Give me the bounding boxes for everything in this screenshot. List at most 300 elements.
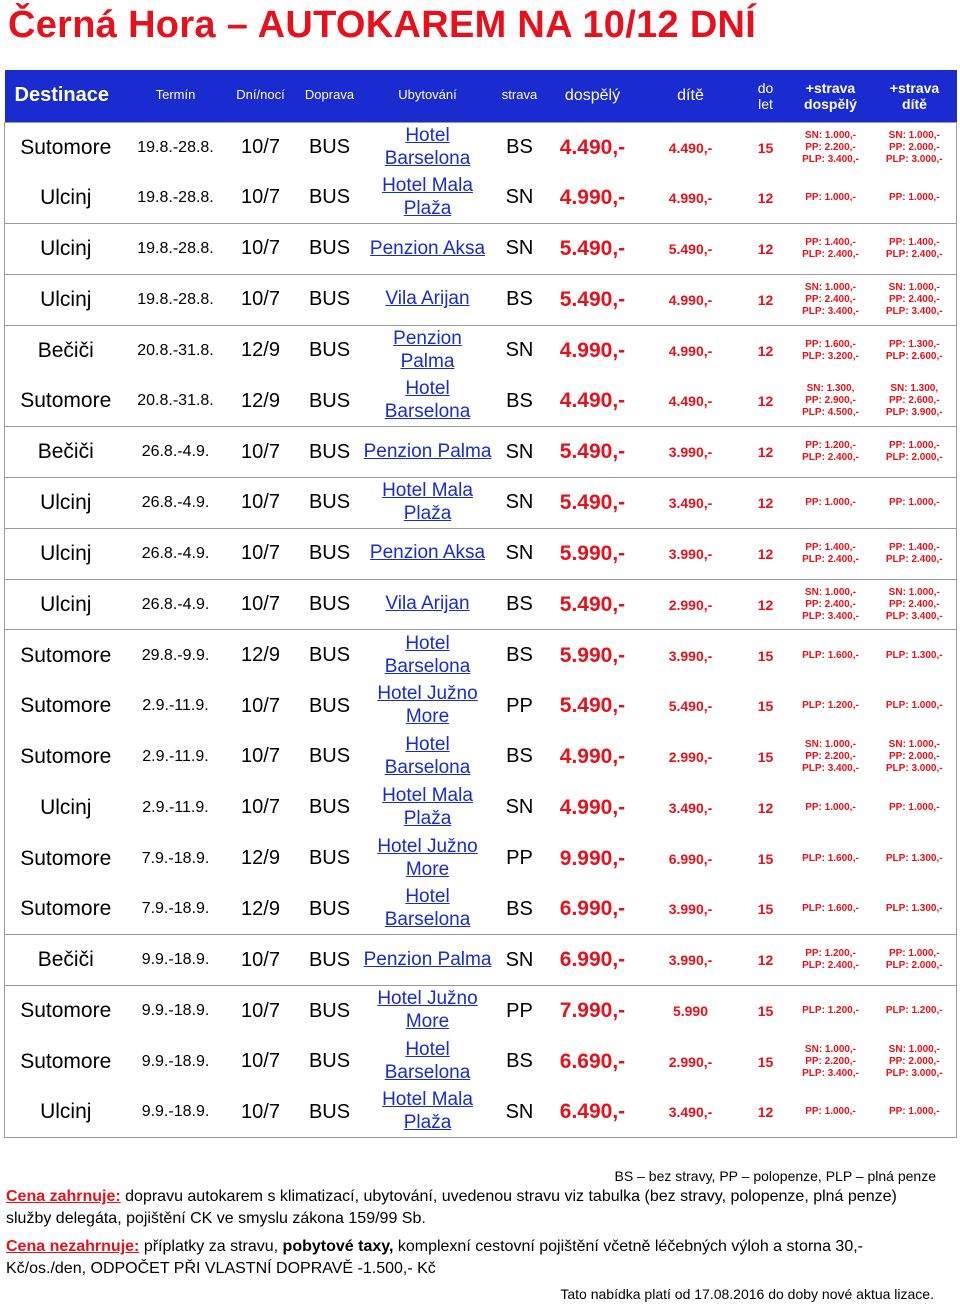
term-cell: 9.9.-18.9. bbox=[141, 1052, 210, 1070]
board-cell: BS bbox=[506, 745, 533, 768]
surcharge-line: PP: 2.400,- bbox=[805, 598, 856, 610]
surcharge-line: SN: 1.000,- bbox=[804, 1043, 857, 1055]
surcharge-line: PP: 1.400,- bbox=[805, 541, 856, 553]
board-surcharge-child-cell bbox=[873, 325, 957, 376]
note-excluded bbox=[6, 1236, 940, 1280]
surcharge-line: PP: 1.000,- bbox=[805, 801, 856, 813]
days-nights-cell: 10/7 bbox=[225, 986, 297, 1037]
transport-cell: BUS bbox=[308, 1050, 351, 1073]
accommodation-line: Palma bbox=[400, 350, 455, 372]
surcharge-line: PLP: 3.000,- bbox=[885, 762, 943, 774]
surcharge-line: PLP: 3.400,- bbox=[802, 305, 859, 317]
board-cell: SN bbox=[493, 224, 547, 275]
price-table bbox=[4, 70, 957, 1138]
note-excluded-label: Cena nezahrnuje: bbox=[6, 1238, 140, 1255]
price-adult-cell: 5.490,- bbox=[547, 579, 639, 630]
surcharge-line: PP: 1.000,- bbox=[805, 496, 856, 508]
transport-cell: BUS bbox=[297, 224, 363, 275]
accommodation-line: Barselona bbox=[384, 1061, 471, 1083]
surcharge-line: SN: 1.000,- bbox=[804, 738, 857, 750]
table-row bbox=[5, 884, 957, 935]
days-nights-cell: 10/7 bbox=[225, 935, 297, 986]
price-child-cell: 2.990,- bbox=[639, 579, 743, 630]
transport-cell: BUS bbox=[297, 935, 363, 986]
table-row bbox=[5, 325, 957, 376]
surcharge-line: SN: 1.000,- bbox=[888, 586, 940, 598]
accommodation-line: Barselona bbox=[384, 401, 471, 423]
accommodation-line: Plaža bbox=[403, 807, 452, 829]
term-cell: 19.8.-28.8. bbox=[127, 122, 225, 173]
surcharge-line: PLP: 3.000,- bbox=[885, 1067, 943, 1079]
accommodation-link[interactable] bbox=[363, 1036, 493, 1087]
price-adult-cell: 4.990,- bbox=[559, 185, 626, 209]
term-cell: 19.8.-28.8. bbox=[127, 274, 225, 325]
price-child-cell: 3.990,- bbox=[639, 427, 743, 478]
child-age-cell: 15 bbox=[757, 850, 774, 867]
accommodation-line: Hotel bbox=[405, 124, 450, 146]
price-child-cell: 3.490,- bbox=[639, 478, 743, 529]
term-cell: 20.8.-31.8. bbox=[127, 325, 225, 376]
price-child-cell: 2.990,- bbox=[668, 1053, 713, 1070]
destination-cell: Sutomore bbox=[5, 884, 127, 935]
price-adult-cell: 4.490,- bbox=[559, 389, 626, 413]
transport-cell: BUS bbox=[297, 528, 363, 579]
header-strava: strava bbox=[493, 70, 547, 122]
child-age-cell: 12 bbox=[743, 528, 789, 579]
child-age-cell: 15 bbox=[757, 748, 774, 765]
board-cell: SN bbox=[505, 186, 534, 209]
board-surcharge-adult-cell bbox=[789, 782, 873, 833]
price-child-cell: 5.990 bbox=[639, 986, 743, 1037]
term-cell: 7.9.-18.9. bbox=[141, 900, 210, 918]
price-adult-cell: 5.490,- bbox=[547, 427, 639, 478]
accommodation-link[interactable] bbox=[363, 732, 493, 783]
price-adult-cell: 4.990,- bbox=[559, 744, 626, 768]
transport-cell: BUS bbox=[297, 478, 363, 529]
destination-cell: Sutomore bbox=[5, 376, 127, 427]
surcharge-line: PP: 1.000,- bbox=[888, 191, 940, 203]
surcharge-line: PP: 2.400,- bbox=[888, 293, 940, 305]
board-surcharge-child-cell bbox=[873, 224, 957, 275]
surcharge-line: PLP: 3.000,- bbox=[885, 153, 943, 165]
days-nights-cell: 10/7 bbox=[225, 224, 297, 275]
price-adult-cell: 5.490,- bbox=[547, 478, 639, 529]
accommodation-link[interactable] bbox=[363, 122, 493, 173]
accommodation-link[interactable] bbox=[363, 579, 493, 630]
destination-cell: Sutomore bbox=[5, 1036, 127, 1087]
transport-cell: BUS bbox=[297, 274, 363, 325]
term-cell: 19.8.-28.8. bbox=[127, 224, 225, 275]
days-nights-cell: 10/7 bbox=[241, 186, 280, 209]
board-surcharge-child-cell bbox=[873, 579, 957, 630]
board-surcharge-child-cell bbox=[873, 630, 957, 681]
accommodation-line: Hotel bbox=[405, 632, 450, 654]
price-child-cell: 3.490,- bbox=[639, 1087, 743, 1138]
surcharge-line: PLP: 2.000,- bbox=[885, 960, 943, 972]
surcharge-line: PLP: 3.400,- bbox=[802, 153, 859, 165]
destination-cell: Sutomore bbox=[5, 732, 127, 783]
price-adult-cell: 7.990,- bbox=[547, 986, 639, 1037]
surcharge-line: PLP: 2.400,- bbox=[885, 553, 943, 565]
destination-cell: Ulcinj bbox=[5, 579, 127, 630]
table-body bbox=[5, 122, 957, 1138]
table-row bbox=[5, 122, 957, 173]
price-adult-cell: 4.990,- bbox=[559, 795, 626, 819]
board-cell: SN bbox=[493, 427, 547, 478]
child-age-cell: 12 bbox=[743, 935, 789, 986]
header-do-let-line: do bbox=[757, 79, 774, 96]
accommodation-line: Plaža bbox=[403, 197, 452, 219]
board-surcharge-adult-cell bbox=[789, 274, 873, 325]
board-cell: BS bbox=[493, 122, 547, 173]
child-age-cell: 12 bbox=[743, 478, 789, 529]
price-child-cell: 3.490,- bbox=[668, 799, 713, 816]
board-cell: PP bbox=[506, 847, 533, 870]
accommodation-link[interactable] bbox=[363, 782, 493, 833]
accommodation-line: Hotel bbox=[405, 1038, 450, 1060]
accommodation-line: Hotel Južno bbox=[377, 835, 478, 857]
surcharge-line: PP: 2.200,- bbox=[805, 141, 856, 153]
days-nights-cell: 12/9 bbox=[241, 389, 280, 412]
surcharge-line: PLP: 1.600,- bbox=[802, 903, 859, 915]
surcharge-line: SN: 1.300, bbox=[806, 383, 855, 395]
accommodation-line: Barselona bbox=[384, 655, 471, 677]
child-age-cell: 15 bbox=[743, 630, 789, 681]
board-surcharge-adult-cell bbox=[789, 427, 873, 478]
header-strava-dospely-line: +strava bbox=[805, 79, 856, 96]
days-nights-cell: 10/7 bbox=[241, 1050, 280, 1073]
price-adult-cell: 4.990,- bbox=[547, 325, 639, 376]
header-destinace: Destinace bbox=[5, 70, 127, 122]
accommodation-line: Penzion Aksa bbox=[369, 542, 486, 564]
board-surcharge-adult-cell bbox=[789, 528, 873, 579]
child-age-cell: 12 bbox=[743, 427, 789, 478]
accommodation-line: Hotel bbox=[405, 378, 450, 400]
board-surcharge-child-cell bbox=[873, 1036, 957, 1087]
destination-cell: Ulcinj bbox=[5, 173, 127, 224]
term-cell: 26.8.-4.9. bbox=[127, 579, 225, 630]
legend: BS – bez stravy, PP – polopenze, PLP – plná penze bbox=[614, 1168, 936, 1184]
transport-cell: BUS bbox=[308, 694, 351, 717]
surcharge-line: PP: 1.000,- bbox=[888, 440, 940, 452]
note-excluded-text: příplatky za stravu, bbox=[143, 1238, 279, 1255]
surcharge-line: SN: 1.000,- bbox=[888, 738, 940, 750]
surcharge-line: PLP: 1.300,- bbox=[885, 903, 943, 915]
price-child-cell: 6.990,- bbox=[668, 850, 713, 867]
table-row bbox=[5, 427, 957, 478]
destination-cell: Ulcinj bbox=[5, 528, 127, 579]
surcharge-line: PP: 1.400,- bbox=[888, 541, 940, 553]
board-cell: BS bbox=[493, 274, 547, 325]
table-row bbox=[5, 1087, 957, 1138]
price-child-cell: 2.990,- bbox=[668, 748, 713, 765]
board-surcharge-child-cell bbox=[873, 122, 957, 173]
price-adult-cell: 6.690,- bbox=[559, 1049, 626, 1073]
header-dospely: dospělý bbox=[547, 70, 639, 122]
board-surcharge-adult-cell bbox=[789, 478, 873, 529]
board-surcharge-adult-cell bbox=[789, 579, 873, 630]
accommodation-line: Barselona bbox=[384, 756, 471, 778]
price-adult-cell: 5.490,- bbox=[547, 274, 639, 325]
price-adult-cell: 5.490,- bbox=[559, 694, 626, 718]
price-adult-cell: 4.490,- bbox=[547, 122, 639, 173]
board-surcharge-child-cell bbox=[873, 376, 957, 427]
term-cell: 9.9.-18.9. bbox=[127, 935, 225, 986]
accommodation-line: More bbox=[405, 706, 450, 728]
destination-cell: Sutomore bbox=[5, 122, 127, 173]
surcharge-line: PP: 2.400,- bbox=[805, 293, 856, 305]
price-child-cell: 3.990,- bbox=[639, 630, 743, 681]
surcharge-line: PLP: 2.600,- bbox=[885, 350, 943, 362]
board-cell: SN bbox=[493, 528, 547, 579]
accommodation-line: Penzion Aksa bbox=[369, 237, 486, 259]
surcharge-line: PLP: 3.900,- bbox=[885, 407, 943, 419]
accommodation-link[interactable] bbox=[363, 986, 493, 1037]
surcharge-line: PP: 1.000,- bbox=[805, 1106, 856, 1118]
child-age-cell: 12 bbox=[743, 325, 789, 376]
price-child-cell: 4.490,- bbox=[639, 122, 743, 173]
transport-cell: BUS bbox=[308, 897, 351, 920]
board-surcharge-adult-cell bbox=[789, 1036, 873, 1087]
child-age-cell: 12 bbox=[757, 393, 774, 410]
table-row bbox=[5, 935, 957, 986]
accommodation-line: Vila Arijan bbox=[385, 593, 470, 615]
surcharge-line: PP: 1.000,- bbox=[888, 496, 940, 508]
header-strava-dite bbox=[873, 70, 957, 122]
board-surcharge-child-cell bbox=[873, 884, 957, 935]
table-row bbox=[5, 579, 957, 630]
board-cell: SN bbox=[493, 325, 547, 376]
days-nights-cell: 12/9 bbox=[225, 630, 297, 681]
price-child-cell: 3.990,- bbox=[639, 528, 743, 579]
days-nights-cell: 10/7 bbox=[241, 745, 280, 768]
surcharge-line: PP: 1.000,- bbox=[888, 1106, 940, 1118]
surcharge-line: PLP: 1.000,- bbox=[885, 700, 943, 712]
board-cell: BS bbox=[493, 630, 547, 681]
board-surcharge-adult-cell bbox=[789, 630, 873, 681]
days-nights-cell: 10/7 bbox=[225, 427, 297, 478]
accommodation-link[interactable] bbox=[363, 528, 493, 579]
board-surcharge-adult-cell bbox=[789, 732, 873, 783]
table-row bbox=[5, 732, 957, 783]
accommodation-link[interactable] bbox=[363, 173, 493, 224]
term-cell: 2.9.-11.9. bbox=[142, 747, 209, 765]
destination-cell: Bečiči bbox=[5, 427, 127, 478]
header-strava-dite-line: dítě bbox=[902, 95, 927, 112]
child-age-cell: 15 bbox=[743, 986, 789, 1037]
accommodation-line: Hotel Mala bbox=[382, 175, 473, 197]
header-strava-dospely bbox=[789, 70, 873, 122]
days-nights-cell: 10/7 bbox=[225, 579, 297, 630]
child-age-cell: 12 bbox=[743, 579, 789, 630]
term-cell: 19.8.-28.8. bbox=[137, 188, 214, 206]
surcharge-line: PLP: 1.600,- bbox=[802, 649, 859, 661]
transport-cell: BUS bbox=[297, 427, 363, 478]
destination-cell: Sutomore bbox=[5, 833, 127, 884]
transport-cell: BUS bbox=[308, 796, 351, 819]
surcharge-line: PP: 2.600,- bbox=[888, 395, 940, 407]
surcharge-line: PP: 1.200,- bbox=[805, 948, 856, 960]
accommodation-line: Hotel Mala bbox=[382, 480, 473, 502]
board-surcharge-adult-cell bbox=[789, 1087, 873, 1138]
term-cell: 26.8.-4.9. bbox=[127, 427, 225, 478]
accommodation-line: Plaža bbox=[403, 502, 452, 524]
accommodation-line: Hotel Južno bbox=[377, 988, 478, 1010]
accommodation-link[interactable] bbox=[363, 274, 493, 325]
header-ubytovani: Ubytování bbox=[363, 70, 493, 122]
board-cell: PP bbox=[493, 986, 547, 1037]
page-title: Černá Hora – AUTOKAREM NA 10/12 DNÍ bbox=[8, 4, 757, 46]
board-cell: SN bbox=[505, 796, 534, 819]
term-cell: 9.9.-18.9. bbox=[127, 986, 225, 1037]
surcharge-line: PP: 1.400,- bbox=[805, 236, 856, 248]
note-excluded-text: komplexní cestovní pojištění včetně léčebných výloh a storna 30,-Kč/os./den, ODPOČET PŘI VLASTNÍ DOPRAVĚ -1.500,- Kč bbox=[6, 1238, 863, 1277]
price-adult-cell: 5.990,- bbox=[547, 528, 639, 579]
price-child-cell: 4.490,- bbox=[668, 393, 713, 410]
surcharge-line: SN: 1.000,- bbox=[804, 586, 857, 598]
surcharge-line: PP: 1.300,- bbox=[888, 338, 940, 350]
days-nights-cell: 10/7 bbox=[241, 796, 280, 819]
header-strava-dite-line: +strava bbox=[889, 79, 940, 96]
price-adult-cell: 6.990,- bbox=[559, 897, 626, 921]
header-termin: Termín bbox=[127, 70, 225, 122]
accommodation-link[interactable] bbox=[363, 833, 493, 884]
surcharge-line: PLP: 4.500,- bbox=[802, 407, 859, 419]
accommodation-link[interactable] bbox=[363, 1087, 493, 1138]
note-included bbox=[6, 1186, 940, 1230]
table-row bbox=[5, 681, 957, 732]
note-included-text: dopravu autokarem s klimatizací, ubytování, uvedenou stravu viz tabulka (bez stravy, polopenze, plná penze) služby delegáta, pojištění CK ve smyslu zákona 159/99 Sb. bbox=[6, 1188, 897, 1227]
surcharge-line: PLP: 2.000,- bbox=[885, 452, 943, 464]
child-age-cell: 15 bbox=[743, 122, 789, 173]
board-surcharge-child-cell bbox=[873, 528, 957, 579]
surcharge-line: PLP: 1.300,- bbox=[885, 649, 943, 661]
header-do-let-line: let bbox=[758, 95, 773, 112]
board-surcharge-adult-cell bbox=[789, 224, 873, 275]
surcharge-line: PLP: 1.200,- bbox=[885, 1005, 943, 1017]
note-included-label: Cena zahrnuje: bbox=[6, 1188, 121, 1205]
note-excluded-taxes: pobytové taxy, bbox=[282, 1238, 394, 1255]
destination-cell: Ulcinj bbox=[5, 782, 127, 833]
surcharge-line: PP: 1.600,- bbox=[805, 338, 856, 350]
accommodation-link[interactable] bbox=[363, 325, 493, 376]
surcharge-line: PP: 1.200,- bbox=[805, 440, 856, 452]
surcharge-line: PLP: 3.400,- bbox=[802, 1067, 859, 1079]
surcharge-line: PLP: 3.200,- bbox=[802, 350, 859, 362]
days-nights-cell: 10/7 bbox=[225, 1087, 297, 1138]
surcharge-line: PLP: 2.400,- bbox=[802, 960, 859, 972]
surcharge-line: PLP: 1.200,- bbox=[802, 700, 859, 712]
accommodation-line: More bbox=[405, 1011, 450, 1033]
accommodation-link[interactable] bbox=[363, 884, 493, 935]
term-cell: 2.9.-11.9. bbox=[142, 697, 209, 715]
price-child-cell: 4.990,- bbox=[639, 274, 743, 325]
accommodation-link[interactable] bbox=[363, 935, 493, 986]
surcharge-line: SN: 1.300, bbox=[890, 383, 939, 395]
board-surcharge-adult-cell bbox=[789, 935, 873, 986]
surcharge-line: SN: 1.000,- bbox=[804, 129, 857, 141]
surcharge-line: PLP: 3.400,- bbox=[802, 762, 859, 774]
surcharge-line: PLP: 2.400,- bbox=[802, 452, 859, 464]
child-age-cell: 15 bbox=[757, 901, 774, 918]
surcharge-line: PLP: 2.400,- bbox=[885, 248, 943, 260]
term-cell: 29.8.-9.9. bbox=[127, 630, 225, 681]
table-row bbox=[5, 833, 957, 884]
child-age-cell: 12 bbox=[743, 224, 789, 275]
table-row bbox=[5, 224, 957, 275]
destination-cell: Ulcinj bbox=[5, 224, 127, 275]
surcharge-line: PP: 1.000,- bbox=[888, 801, 940, 813]
table-row bbox=[5, 376, 957, 427]
destination-cell: Ulcinj bbox=[5, 478, 127, 529]
price-adult-cell: 5.990,- bbox=[547, 630, 639, 681]
board-surcharge-adult-cell bbox=[789, 173, 873, 224]
header-do-let bbox=[743, 70, 789, 122]
accommodation-line: Penzion Palma bbox=[363, 440, 492, 462]
days-nights-cell: 12/9 bbox=[241, 897, 280, 920]
surcharge-line: PP: 1.000,- bbox=[805, 191, 856, 203]
surcharge-line: PLP: 1.300,- bbox=[885, 852, 943, 864]
surcharge-line: SN: 1.000,- bbox=[888, 129, 940, 141]
accommodation-link[interactable] bbox=[363, 224, 493, 275]
board-surcharge-child-cell bbox=[873, 173, 957, 224]
surcharge-line: PP: 2.000,- bbox=[888, 1055, 940, 1067]
transport-cell: BUS bbox=[297, 579, 363, 630]
header-dite: dítě bbox=[639, 70, 743, 122]
child-age-cell: 12 bbox=[757, 189, 774, 206]
accommodation-link[interactable] bbox=[363, 630, 493, 681]
board-surcharge-child-cell bbox=[873, 478, 957, 529]
destination-cell: Sutomore bbox=[5, 986, 127, 1037]
term-cell: 26.8.-4.9. bbox=[127, 478, 225, 529]
board-surcharge-child-cell bbox=[873, 681, 957, 732]
board-surcharge-child-cell bbox=[873, 833, 957, 884]
board-surcharge-adult-cell bbox=[789, 833, 873, 884]
price-child-cell: 4.990,- bbox=[668, 189, 713, 206]
table-row bbox=[5, 782, 957, 833]
table-row bbox=[5, 478, 957, 529]
accommodation-line: Hotel bbox=[405, 734, 450, 756]
surcharge-line: PLP: 1.200,- bbox=[802, 1005, 859, 1017]
surcharge-line: PLP: 3.400,- bbox=[802, 610, 859, 622]
surcharge-line: PP: 2.200,- bbox=[805, 750, 856, 762]
destination-cell: Ulcinj bbox=[5, 274, 127, 325]
days-nights-cell: 10/7 bbox=[225, 528, 297, 579]
transport-cell: BUS bbox=[297, 986, 363, 1037]
board-surcharge-child-cell bbox=[873, 427, 957, 478]
accommodation-link[interactable] bbox=[363, 681, 493, 732]
price-adult-cell: 6.490,- bbox=[547, 1087, 639, 1138]
price-adult-cell: 6.990,- bbox=[547, 935, 639, 986]
destination-cell: Ulcinj bbox=[5, 1087, 127, 1138]
accommodation-link[interactable] bbox=[363, 427, 493, 478]
days-nights-cell: 12/9 bbox=[225, 325, 297, 376]
transport-cell: BUS bbox=[297, 630, 363, 681]
transport-cell: BUS bbox=[308, 847, 351, 870]
board-surcharge-adult-cell bbox=[789, 325, 873, 376]
accommodation-link[interactable] bbox=[363, 376, 493, 427]
accommodation-link[interactable] bbox=[363, 478, 493, 529]
board-surcharge-child-cell bbox=[873, 274, 957, 325]
term-cell: 26.8.-4.9. bbox=[127, 528, 225, 579]
surcharge-line: PLP: 1.600,- bbox=[802, 852, 859, 864]
term-cell: 20.8.-31.8. bbox=[137, 392, 214, 410]
days-nights-cell: 10/7 bbox=[241, 694, 280, 717]
table-row bbox=[5, 528, 957, 579]
days-nights-cell: 10/7 bbox=[225, 274, 297, 325]
table-row bbox=[5, 1036, 957, 1087]
footer-validity: Tato nabídka platí od 17.08.2016 do doby nové aktua lizace. bbox=[560, 1286, 934, 1302]
